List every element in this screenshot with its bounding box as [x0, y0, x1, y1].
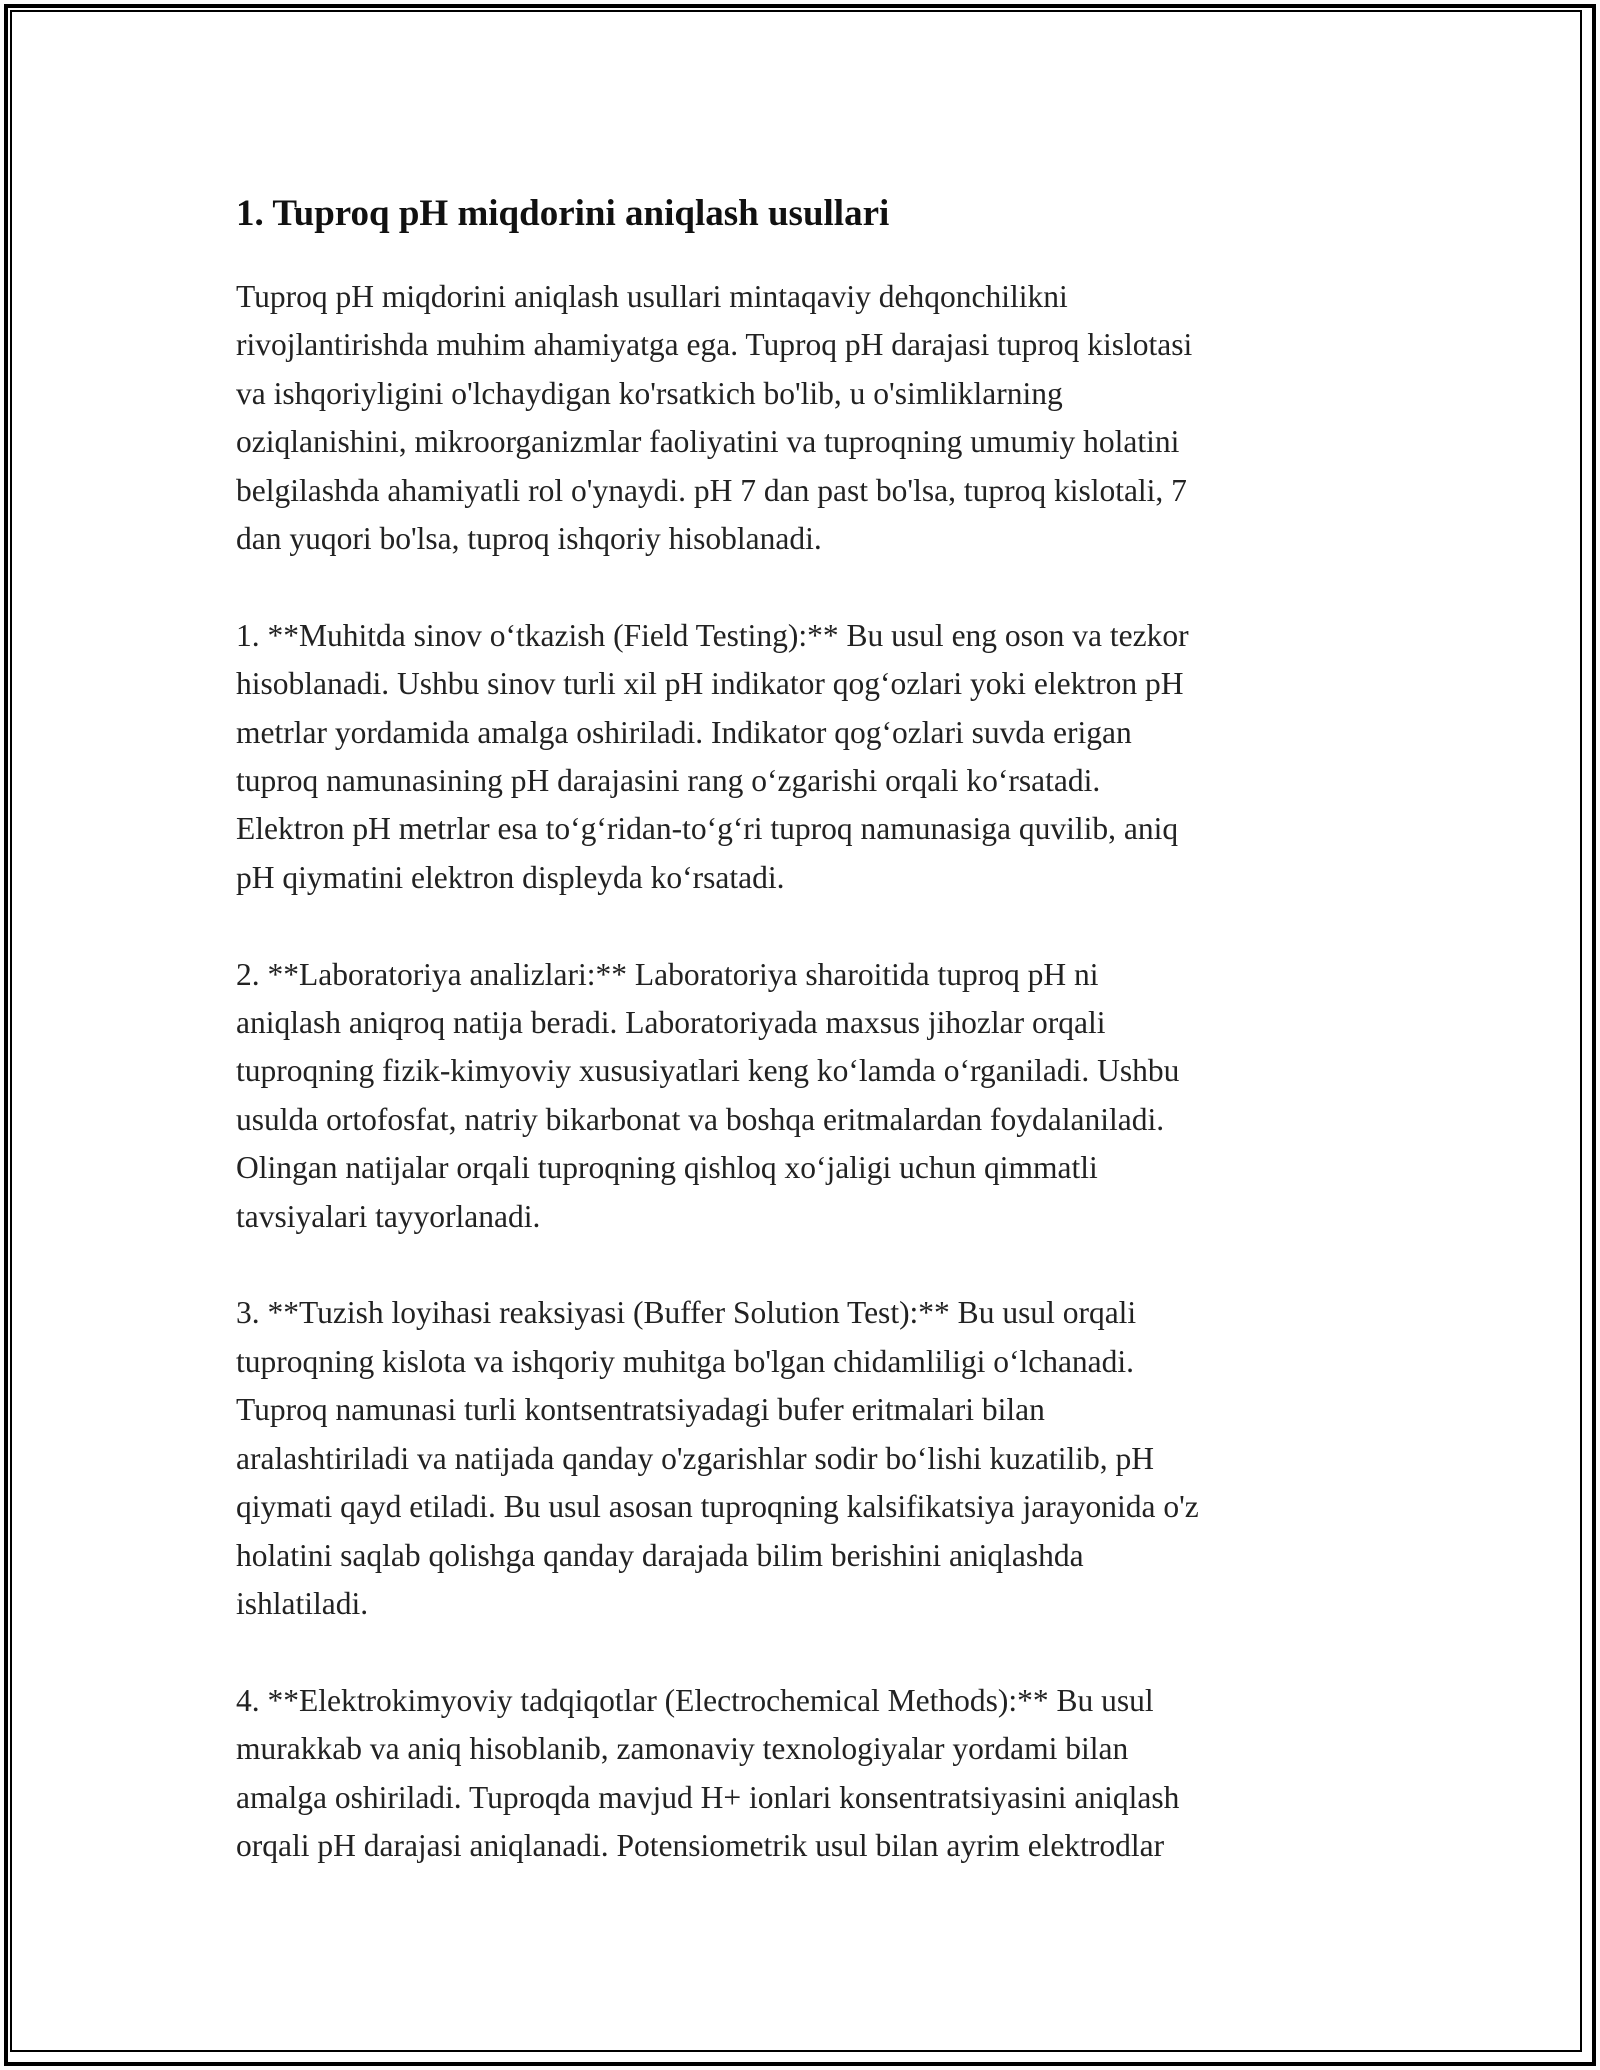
text-line: Elektron pH metrlar esa to‘g‘ridan-to‘g‘ri tuproq namunasiga quvilib, aniq — [236, 811, 1179, 847]
text-line: aniqlash aniqroq natija beradi. Laboratoriyada maxsus jihozlar orqali — [236, 1005, 1106, 1041]
document-body — [236, 185, 1376, 1919]
text-line: holatini saqlab qolishga qanday darajada bilim berishini aniqlashda — [236, 1537, 1084, 1573]
text-line: rivojlantirishda muhim ahamiyatga ega. Tuproq pH darajasi tuproq kislotasi — [236, 327, 1193, 363]
text-line: belgilashda ahamiyatli rol o'ynaydi. pH 7 dan past bo'lsa, tuproq kislotali, 7 — [236, 472, 1187, 508]
text-line: Olingan natijalar orqali tuproqning qishloq xo‘jaligi uchun qimmatli — [236, 1150, 1098, 1186]
text-line: murakkab va aniq hisoblanib, zamonaviy texnologiyalar yordami bilan — [236, 1731, 1129, 1767]
paragraph-electrochemical — [236, 1677, 1376, 1871]
text-line: oziqlanishini, mikroorganizmlar faoliyatini va tuproqning umumiy holatini — [236, 424, 1180, 460]
paragraph-intro — [236, 273, 1376, 563]
document-title: 1. Tuproq pH miqdorini aniqlash usullari — [236, 193, 890, 234]
text-line: tavsiyalari tayyorlanadi. — [236, 1198, 541, 1234]
text-line: tuproq namunasining pH darajasini rang o‘zgarishi orqali ko‘rsatadi. — [236, 763, 1101, 799]
text-line: dan yuqori bo'lsa, tuproq ishqoriy hisoblanadi. — [236, 521, 822, 557]
text-line: 4. **Elektrokimyoviy tadqiqotlar (Electrochemical Methods):** Bu usul — [236, 1682, 1154, 1718]
paragraph-field-testing — [236, 612, 1376, 902]
text-line: hisoblanadi. Ushbu sinov turli xil pH indikator qog‘ozlari yoki elektron pH — [236, 666, 1184, 702]
text-line: aralashtiriladi va natijada qanday o'zgarishlar sodir bo‘lishi kuzatilib, pH — [236, 1440, 1155, 1476]
text-line: 1. **Muhitda sinov o‘tkazish (Field Testing):** Bu usul eng oson va tezkor — [236, 617, 1189, 653]
paragraph-laboratory — [236, 951, 1376, 1241]
text-line: Tuproq namunasi turli kontsentratsiyadagi bufer eritmalari bilan — [236, 1392, 1045, 1428]
text-line: amalga oshiriladi. Tuproqda mavjud H+ ionlari konsentratsiyasini aniqlash — [236, 1779, 1180, 1815]
text-line: Tuproq pH miqdorini aniqlash usullari mintaqaviy dehqonchilikni — [236, 279, 1068, 314]
text-line: usulda ortofosfat, natriy bikarbonat va boshqa eritmalardan foydalaniladi. — [236, 1101, 1165, 1137]
text-line: orqali pH darajasi aniqlanadi. Potensiometrik usul bilan ayrim elektrodlar — [236, 1827, 1165, 1863]
paragraph-buffer-test — [236, 1289, 1376, 1628]
text-line: pH qiymatini elektron displeyda ko‘rsatadi. — [236, 859, 785, 895]
text-line: 3. **Tuzish loyihasi reaksiyasi (Buffer Solution Test):** Bu usul orqali — [236, 1295, 1137, 1331]
text-line: tuproqning kislota va ishqoriy muhitga bo'lgan chidamliligi o‘lchanadi. — [236, 1343, 1135, 1379]
text-line: tuproqning fizik-kimyoviy xususiyatlari keng ko‘lamda o‘rganiladi. Ushbu — [236, 1053, 1180, 1089]
text-line: metrlar yordamida amalga oshiriladi. Indikator qog‘ozlari suvda erigan — [236, 714, 1132, 750]
text-line: 2. **Laboratoriya analizlari:** Laboratoriya sharoitida tuproq pH ni — [236, 956, 1099, 992]
text-line: ishlatiladi. — [236, 1585, 369, 1621]
text-line: va ishqoriyligini o'lchaydigan ko'rsatkich bo'lib, u o'simliklarning — [236, 375, 1063, 411]
text-line: qiymati qayd etiladi. Bu usul asosan tuproqning kalsifikatsiya jarayonida o'z — [236, 1489, 1199, 1525]
